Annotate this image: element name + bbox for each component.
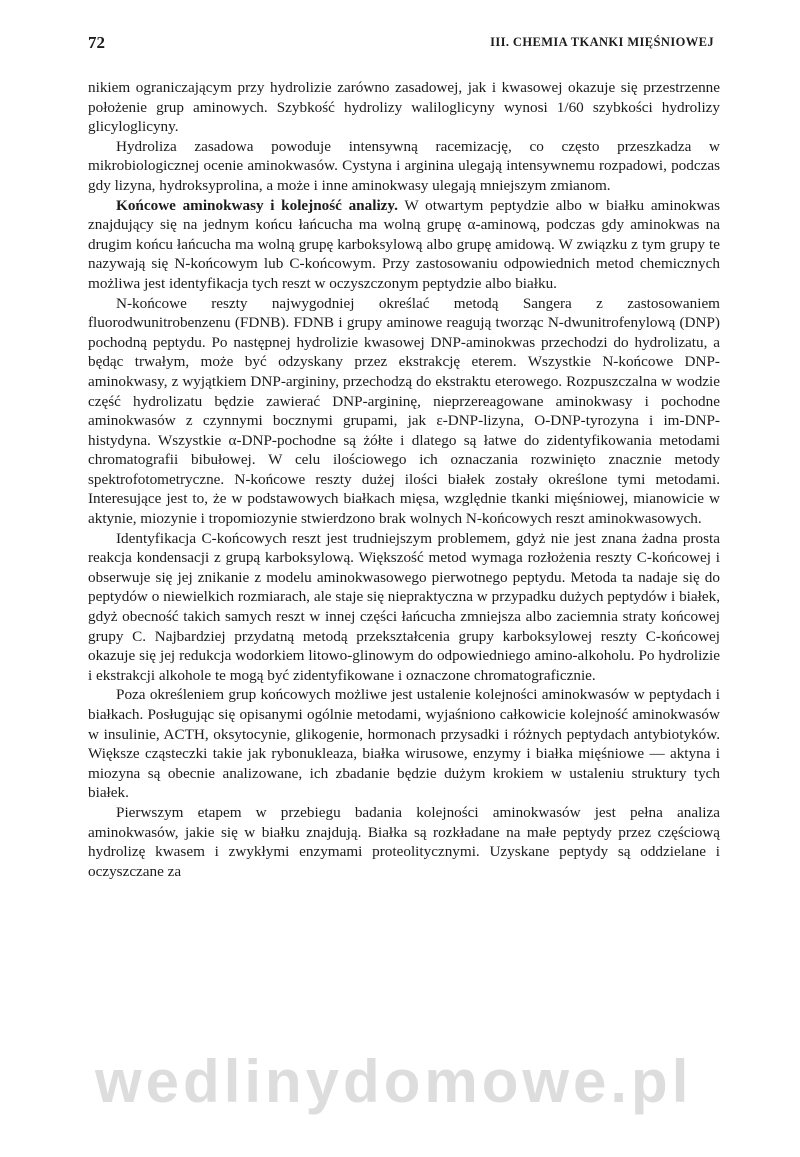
paragraph: Pierwszym etapem w przebiegu badania kolejności aminokwasów jest pełna analiza aminokwasów, jakie się w białku znajdują. Białka są rozkładane na małe peptydy przez częściową hydrolizę kwasem i zwykłymi enzymami proteolitycznymi. Uzyskane peptydy są oddzielane i oczyszczane za (88, 803, 720, 880)
paragraph: Poza określeniem grup końcowych możliwe jest ustalenie kolejności aminokwasów w peptydach i białkach. Posługując się opisanymi ogólnie metodami, wyjaśniono całkowicie kolejność aminokwasów w insulinie, ACTH, oksytocynie, glikogenie, hormonach przysadki i różnych peptydach antybiotyków. Większe cząsteczki takie jak rybonukleaza, białka wirusowe, enzymy i białka mięśniowe — aktyna i miozyna są obecnie analizowane, ich zbadanie będzie dużym krokiem w ustaleniu struktury tych białek. (88, 686, 720, 802)
paragraph-text: W otwartym peptydzie albo w białku aminokwas znajdujący się na jednym końcu łańcucha ma wolną grupę α-aminową, podczas gdy aminokwas na drugim końcu łańcucha ma wolną grupę karboksylową albo grupę amidową. W związku z tym grupy te nazywają się N-końcowym lub C-końcowym. Przy zastosowaniu odpowiednich metod chemicznych możliwa jest identyfikacja tych reszt w oczyszczonym peptydzie albo białku. (88, 196, 720, 292)
body-text (88, 78, 720, 881)
paragraph: Hydroliza zasadowa powoduje intensywną racemizację, co często przeszkadza w mikrobiologicznej ocenie aminokwasów. Cystyna i arginina ulegają intensywnemu rozpadowi, podczas gdy lizyna, hydroksyprolina, a może i inne aminokwasy ulegają mniejszym zmianom. (88, 137, 720, 194)
paragraph: nikiem ograniczającym przy hydrolizie zarówno zasadowej, jak i kwasowej okazuje się przestrzenne położenie grup aminowych. Szybkość hydrolizy waliloglicyny wynosi 1/60 szybkości hydrolizy glicyloglicyny. (88, 79, 720, 136)
paragraph: N-końcowe reszty najwygodniej określać metodą Sangera z zastosowaniem fluorodwunitrobenzenu (FDNB). FDNB i grupy aminowe reagują tworząc N-dwunitrofenylową (DNP) pochodną peptydu. Po następnej hydrolizie kwasowej DNP-aminokwas przechodzi do hydrolizatu, a będąc trwałym, może być odzyskany przez ekstrakcję eterem. Wszystkie N-końcowe DNP-aminokwasy, z wyjątkiem DNP-argininy, przechodzą do ekstraktu eterowego. Rozpuszczalna w wodzie część hydrolizatu będzie zawierać DNP-argininę, nieprzereagowane aminokwasy i pochodne aminokwasów z czynnymi bocznymi grupami, jak ε-DNP-lizyna, O-DNP-tyrozyna i im-DNP-histydyna. Wszystkie α-DNP-pochodne są żółte i dlatego są łatwe do zidentyfikowania metodami chromatografii bibułowej. W celu ilościowego ich oznaczania rozwinięto znacznie metody spektrofotometryczne. N-końcowe reszty dużej ilości białek zostały określone tymi metodami. Interesujące jest to, że w podstawowych białkach mięsa, względnie tkanki mięśniowej, mianowicie w aktynie, miozynie i tropomiozynie stwierdzono brak wolnych N-końcowych reszt aminokwasowych. (88, 294, 720, 528)
section-lead: Końcowe aminokwasy i kolejność analizy. (116, 196, 398, 214)
running-header: III. CHEMIA TKANKI MIĘŚNIOWEJ (490, 35, 714, 49)
watermark: wedlinydomowe.pl (95, 1048, 693, 1115)
paragraph: Identyfikacja C-końcowych reszt jest trudniejszym problemem, gdyż nie jest znana żadna prosta reakcja kondensacji z grupą karboksylową. Większość metod wymaga rozłożenia reszty C-końcowej i obserwuje się jej znikanie z modelu aminokwasowego pierwotnego peptydu. Metoda ta nadaje się do peptydów o niewielkich rozmiarach, ale staje się niepraktyczna w przypadku dużych peptydów i białek, gdyż obecność takich samych reszt w innej części łańcucha zmniejsza albo zaciemnia straty końcowej grupy C. Najbardziej przydatną metodą przekształcenia grupy karboksylowej reszty C-końcowej okazuje się jej redukcja wodorkiem litowo-glinowym do odpowiedniego amino-alkoholu. Po hydrolizie i ekstrakcji alkohole te mogą być zidentyfikowane i oznaczone chromatograficznie. (88, 529, 720, 684)
paragraph (88, 196, 720, 294)
page-number: 72 (88, 33, 105, 52)
